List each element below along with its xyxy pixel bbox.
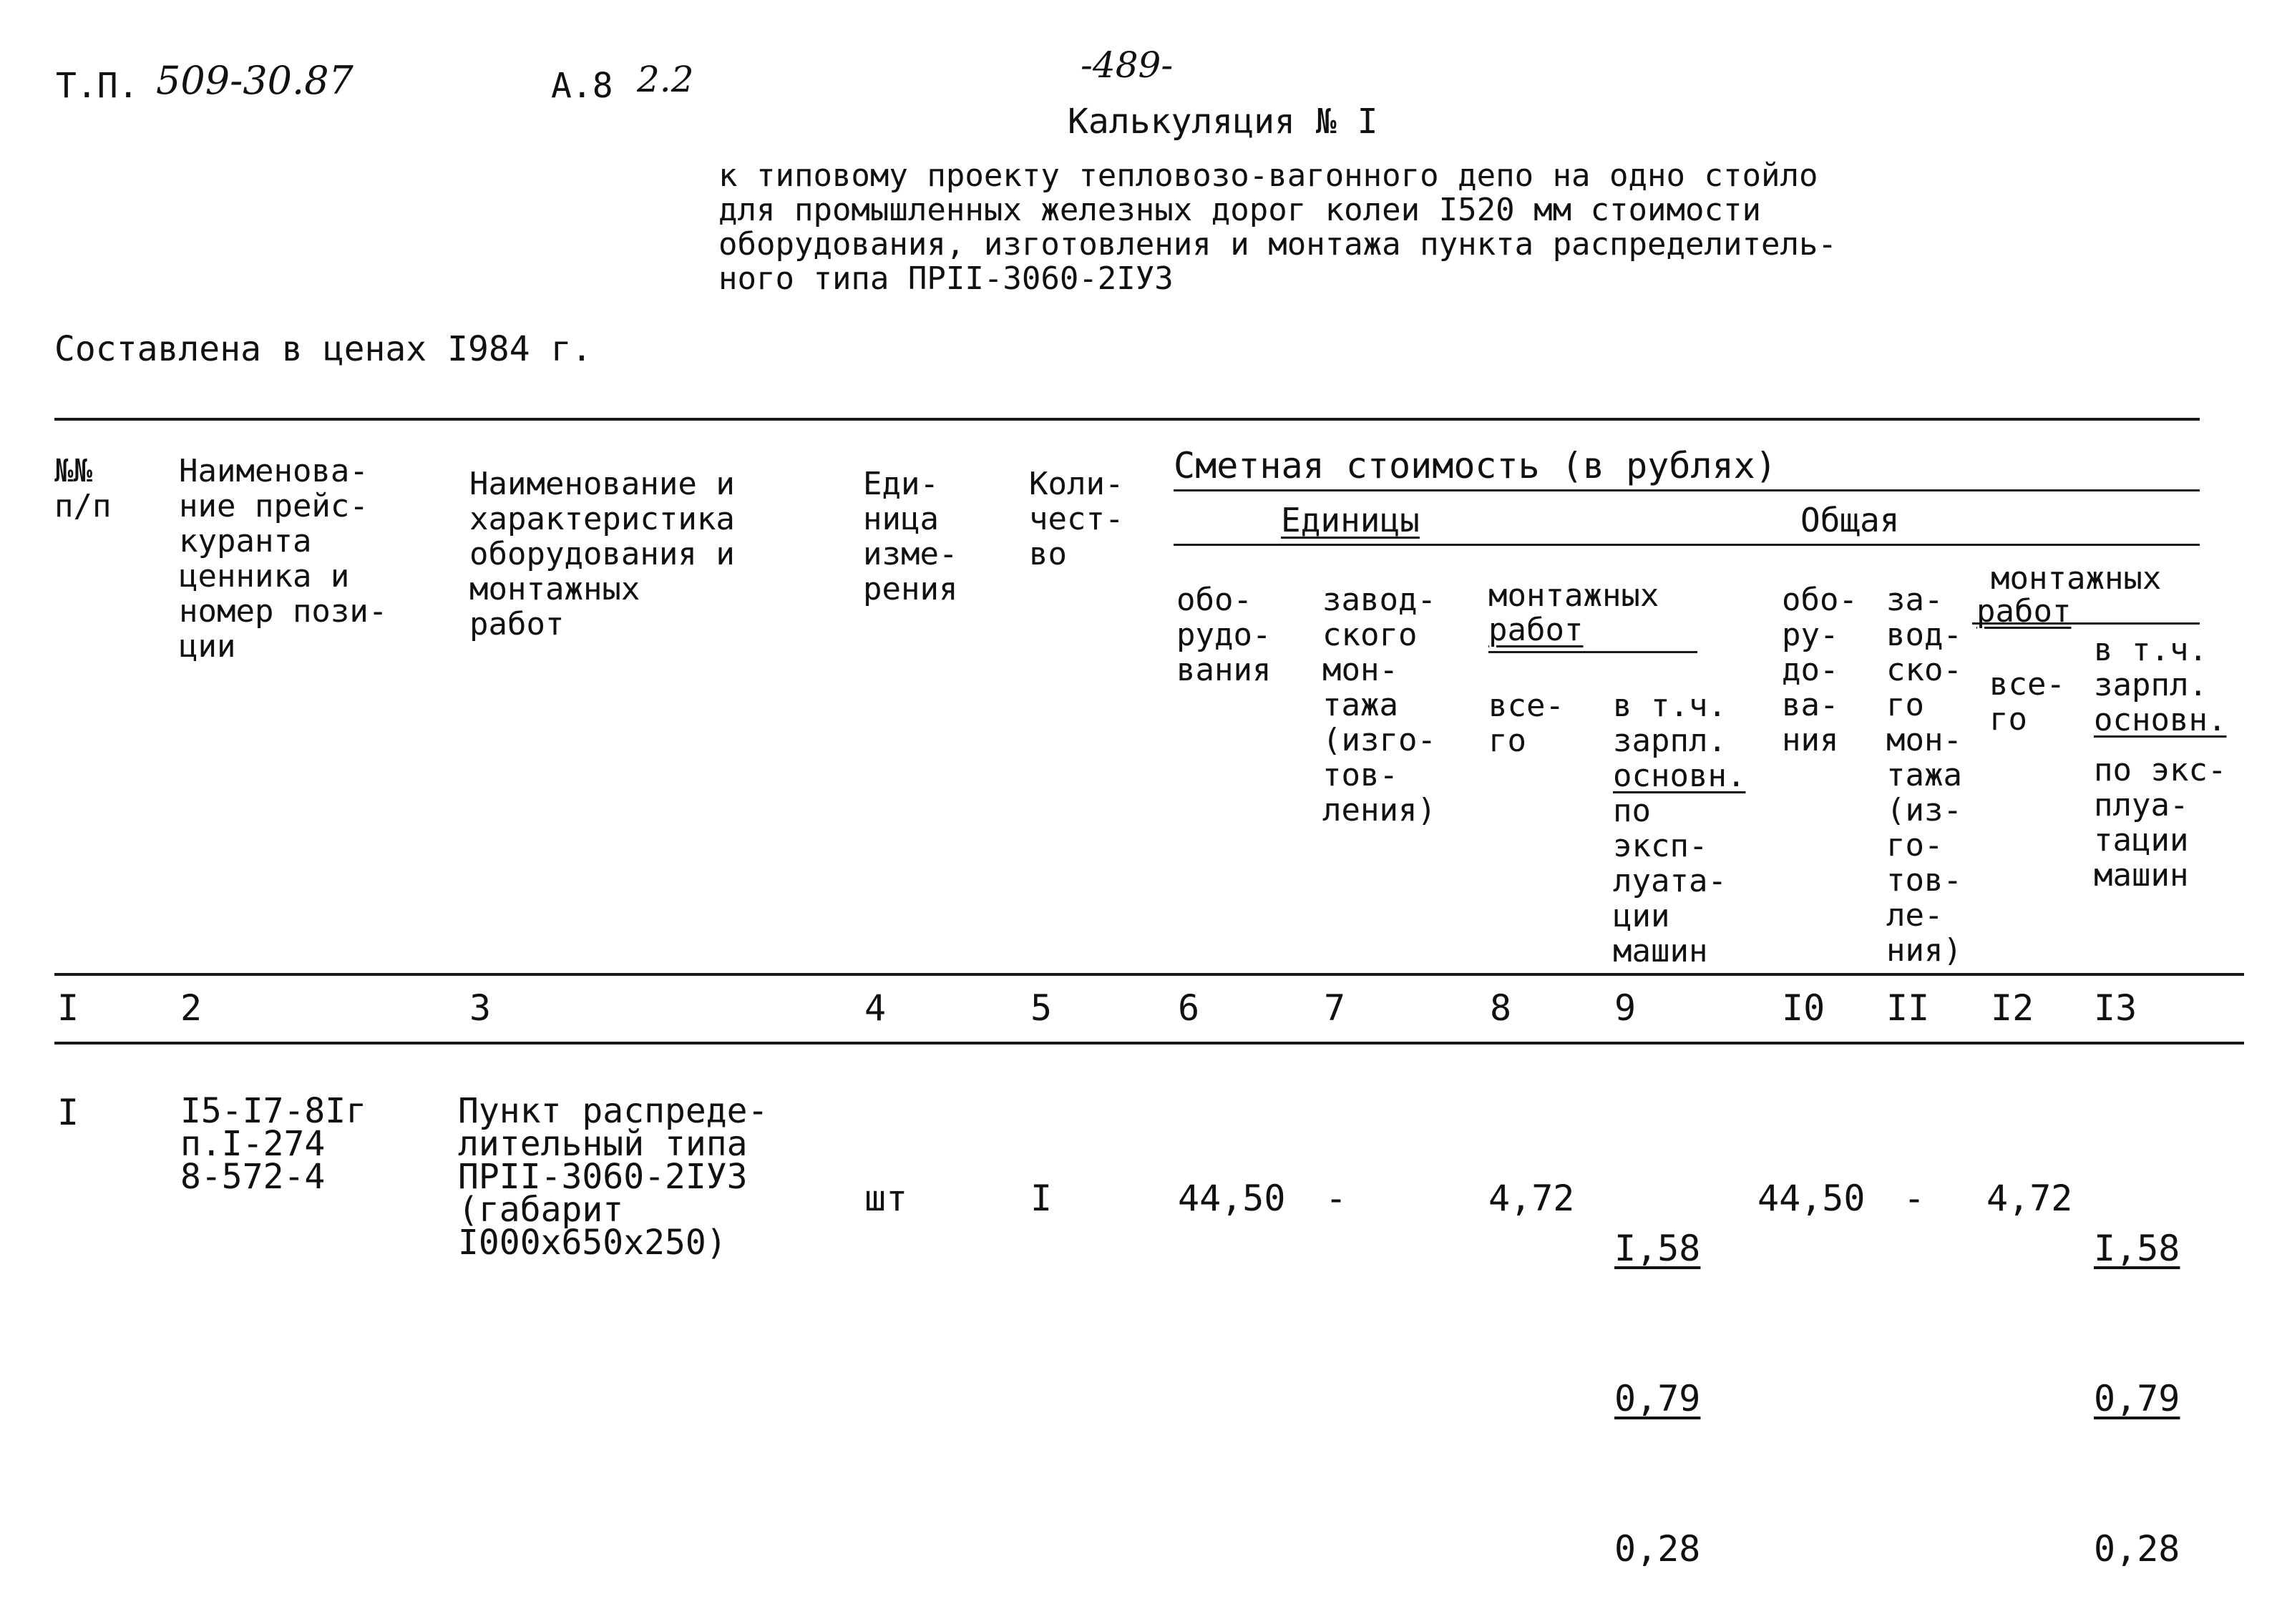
col-number-2: 2 [180,987,203,1029]
document-subtitle: к типовому проекту тепловозо-вагонного депо на одно стойло для промышленных железных дорог колеи I520 мм стоимости оборудования, изготовления и монтажа пункта распределитель- ного типа ПРII-3060-2IУ3 [718,157,1837,297]
row-unit: шт [864,1178,908,1219]
header-col10: обо- ру- до- ва- ния [1782,582,1858,758]
col-number-1: I [57,987,79,1029]
col-number-12: I2 [1991,987,2034,1029]
col-number-5: 5 [1030,987,1053,1029]
header-col2: Наименова- ние прейс- куранта ценника и номер пози- ции [179,453,388,665]
cost-group-rule [1174,489,2200,491]
header-col13-bottom: по экс- плуа- тации машин [2094,752,2227,894]
col-number-11: II [1886,987,1930,1029]
header-col11: за- вод- ско- го мон- тажа (из- го- тов- ле- ния) [1886,582,1962,969]
header-mont-unit: монтажных [1488,577,1659,614]
header-col7: завод- ского мон- тажа (изго- тов- ления) [1322,582,1436,828]
row-quantity: I [1030,1178,1053,1219]
mont-total-machines: 0,28 [2094,1528,2180,1570]
col-number-8: 8 [1490,987,1512,1029]
row-item-name: Пункт распреде- лительный типа ПРII-3060-2IУ3 (габарит I000x650x250) [458,1091,769,1263]
header-col6: обо- рудо- вания [1176,582,1272,688]
row-price-ref: I5-I7-8Iг п.I-274 8-572-4 [180,1091,367,1197]
mont-unit-wage: I,58 [1614,1228,1701,1269]
header-cost-group: Сметная стоимость (в рублях) [1174,445,1777,486]
unit-total-rule [1174,544,2200,546]
header-col9-top: в т.ч. зарпл. [1613,688,1727,759]
mont-unit-subrule [1488,651,1697,653]
col-number-4: 4 [864,987,887,1029]
prices-note: Составлена в ценах I984 г. [54,329,593,369]
header-col13-underlined: основн. [2094,702,2227,738]
row-equip-total-cost: 44,50 [1757,1178,1866,1219]
col-number-3: 3 [469,987,492,1029]
document-title: Калькуляция № I [1068,102,1378,142]
tp-number: 509-30.87 [156,58,353,103]
mont-unit-machines: 0,28 [1614,1528,1701,1570]
table-top-rule [54,418,2200,421]
tp-label: Т.П. [56,66,139,106]
row-number: I [57,1092,79,1133]
row-mont-unit-breakdown [1614,1123,1700,1624]
page-number: -489- [1081,44,1174,86]
album-label: А.8 [551,66,613,106]
row-factory-unit-cost: - [1325,1178,1347,1219]
row-factory-total-cost: - [1903,1178,1926,1219]
header-col3: Наименование и характеристика оборудования и монтажных работ [469,466,735,642]
header-col13-top: в т.ч. зарпл. [2094,632,2208,703]
row-mont-total-breakdown [2094,1123,2180,1624]
row-mont-unit-total: 4,72 [1488,1178,1575,1219]
row-mont-total-total: 4,72 [1986,1178,2073,1219]
header-mont-total-2: работ [1976,593,2072,630]
mont-unit-base: 0,79 [1614,1378,1701,1419]
header-col9-underlined: основн. [1613,758,1746,794]
col-number-13: I3 [2094,987,2137,1029]
header-total-group: Общая [1800,501,1900,539]
header-unit-group: Единицы [1281,501,1420,539]
row-equip-unit-cost: 44,50 [1178,1178,1286,1219]
album-number: 2.2 [637,59,694,100]
header-mont-unit-2: работ [1488,612,1584,648]
header-col5: Коли- чест- во [1029,466,1124,572]
mont-total-wage: I,58 [2094,1228,2180,1269]
header-bottom-rule [54,973,2244,976]
col-number-7: 7 [1324,987,1346,1029]
header-col9-bottom: по эксп- луата- ции машин [1613,793,1727,969]
col-number-6: 6 [1178,987,1200,1029]
header-mont-total: монтажных [1991,560,2162,597]
col-number-9: 9 [1614,987,1637,1029]
col-number-10: I0 [1782,987,1825,1029]
mont-total-base: 0,79 [2094,1378,2180,1419]
header-col1: №№ п/п [54,453,112,524]
header-col12: все- го [1989,666,2065,738]
header-col4: Еди- ница изме- рения [863,466,958,607]
col-number-rule [54,1042,2244,1045]
header-col8: все- го [1488,688,1564,759]
